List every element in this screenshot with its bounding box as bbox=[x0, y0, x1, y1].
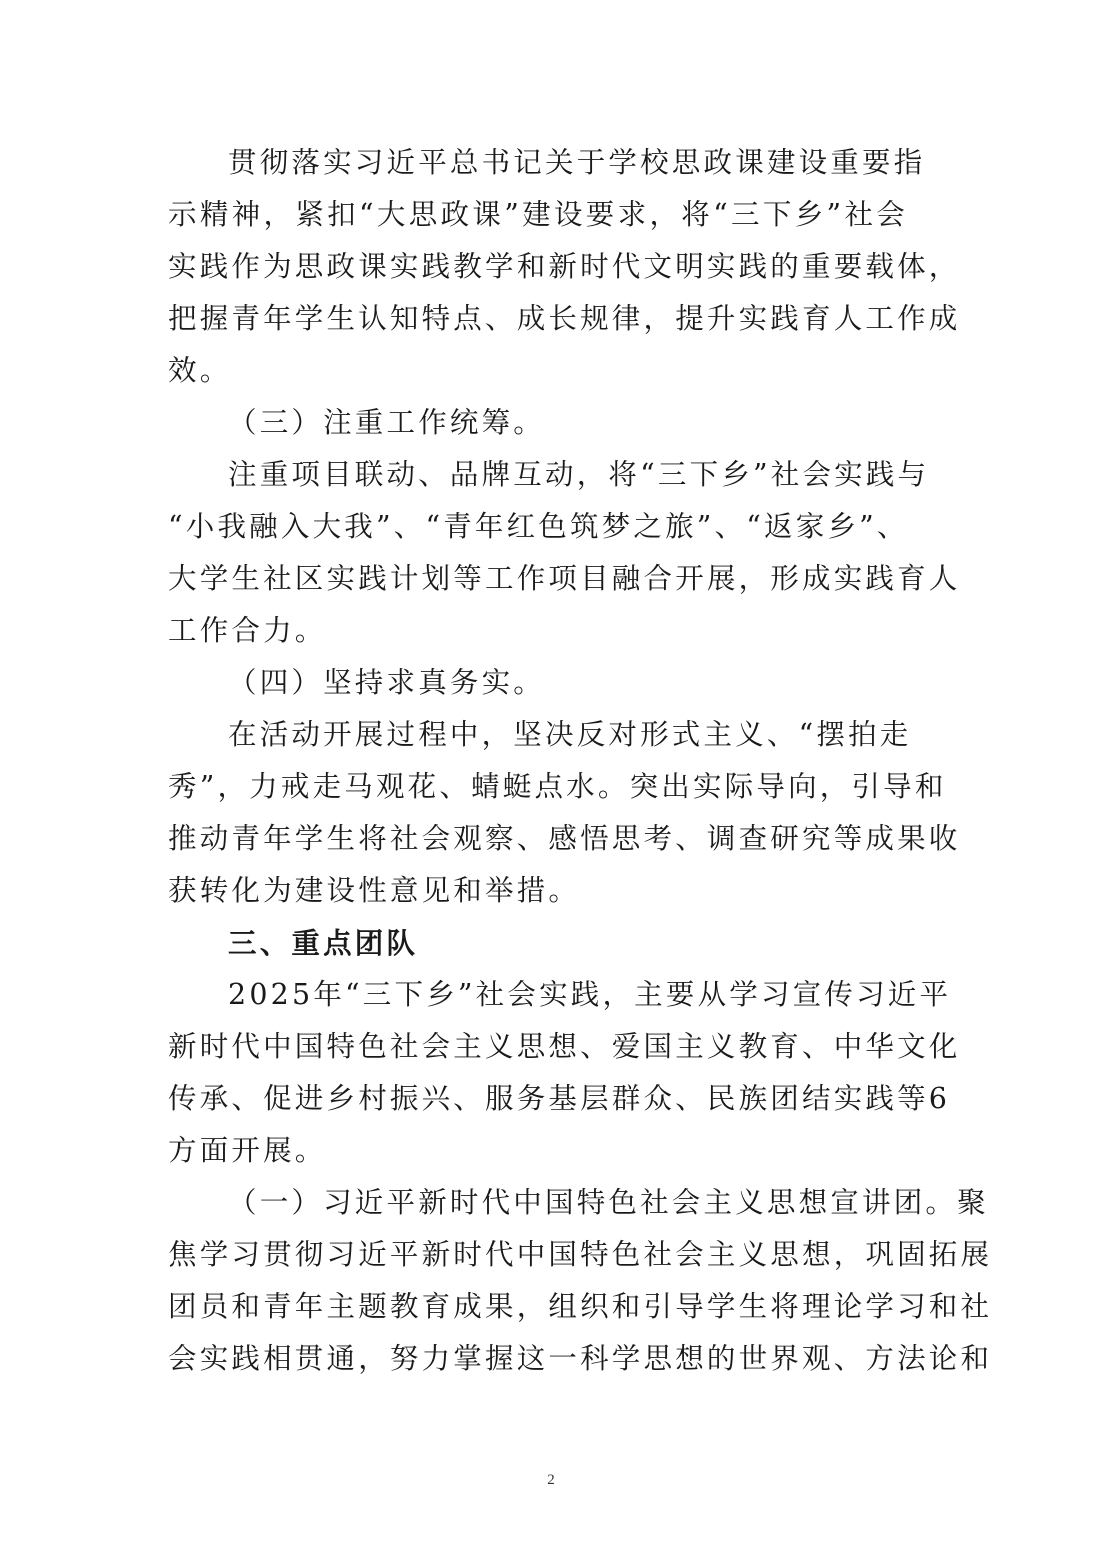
paragraph-line: 新时代中国特色社会主义思想、爱国主义教育、中华文化 bbox=[168, 1030, 961, 1063]
paragraph-line: 工作合力。 bbox=[168, 614, 327, 647]
paragraph-line: 在活动开展过程中，坚决反对形式主义、“摆拍走 bbox=[228, 718, 912, 751]
paragraph-line: 方面开展。 bbox=[168, 1134, 327, 1167]
paragraph-line: 贯彻落实习近平总书记关于学校思政课建设重要指 bbox=[228, 146, 926, 179]
paragraph-line: 实践作为思政课实践教学和新时代文明实践的重要载体， bbox=[168, 250, 961, 283]
paragraph-line: 把握青年学生认知特点、成长规律，提升实践育人工作成 bbox=[168, 302, 961, 335]
subsection-heading: （一）习近平新时代中国特色社会主义思想宣讲团。聚 bbox=[228, 1186, 989, 1219]
paragraph-line: 团员和青年主题教育成果，组织和引导学生将理论学习和社 bbox=[168, 1290, 993, 1323]
paragraph-line: 会实践相贯通，努力掌握这一科学思想的世界观、方法论和 bbox=[168, 1342, 993, 1375]
paragraph-line: 效。 bbox=[168, 354, 232, 387]
section-heading: （四）坚持求真务实。 bbox=[228, 666, 546, 699]
section-heading: （三）注重工作统筹。 bbox=[228, 406, 546, 439]
paragraph-line: 2025年“三下乡”社会实践，主要从学习宣传习近平 bbox=[228, 978, 952, 1011]
paragraph-line: “小我融入大我”、“青年红色筑梦之旅”、“返家乡”、 bbox=[168, 510, 909, 543]
paragraph-line: 秀”，力戒走马观花、蜻蜓点水。突出实际导向，引导和 bbox=[168, 770, 947, 803]
paragraph-line: 示精神，紧扣“大思政课”建设要求，将“三下乡”社会 bbox=[168, 198, 908, 231]
page-number: 2 bbox=[547, 1472, 555, 1488]
section-title: 三、重点团队 bbox=[228, 926, 419, 960]
paragraph-line: 获转化为建设性意见和举措。 bbox=[168, 874, 581, 907]
paragraph-line: 传承、促进乡村振兴、服务基层群众、民族团结实践等6 bbox=[168, 1082, 951, 1115]
paragraph-line: 焦学习贯彻习近平新时代中国特色社会主义思想，巩固拓展 bbox=[168, 1238, 993, 1271]
paragraph-line: 大学生社区实践计划等工作项目融合开展，形成实践育人 bbox=[168, 562, 961, 595]
paragraph-line: 注重项目联动、品牌互动，将“三下乡”社会实践与 bbox=[228, 458, 930, 491]
paragraph-line: 推动青年学生将社会观察、感悟思考、调查研究等成果收 bbox=[168, 822, 961, 855]
